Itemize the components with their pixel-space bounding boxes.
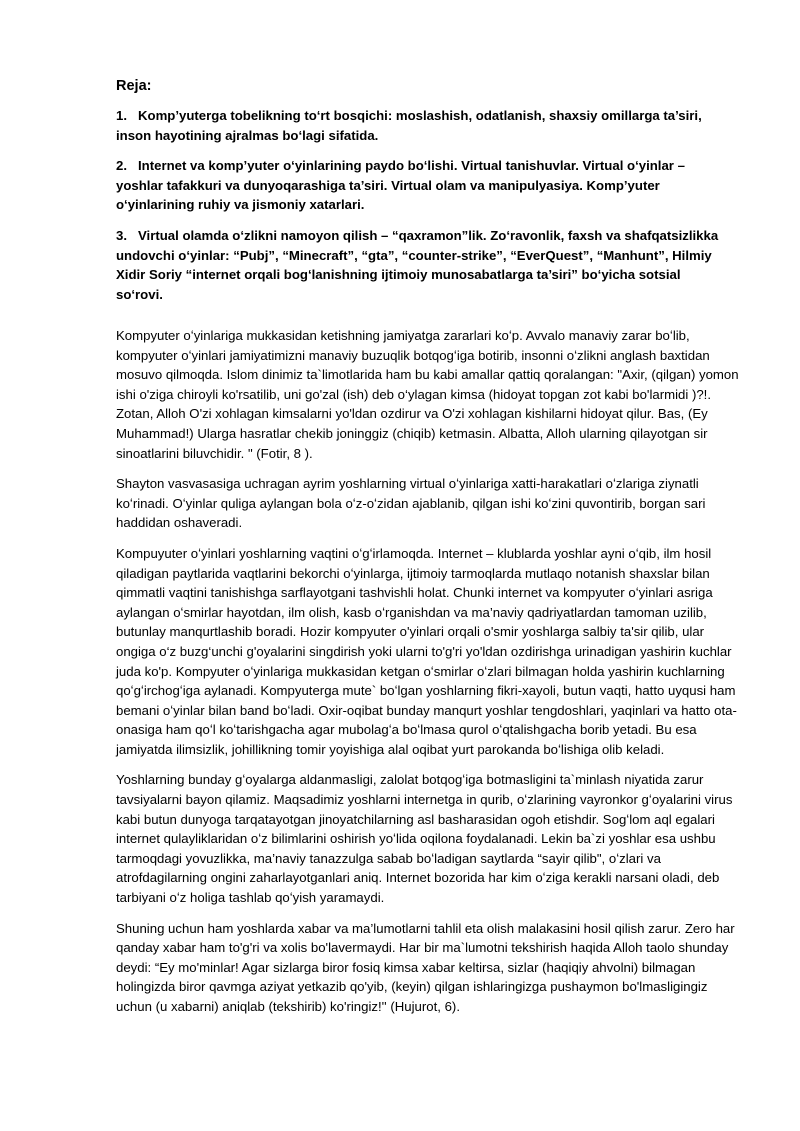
body-paragraph: Yoshlarning bunday gʻoyalarga aldanmasligi, zalolat botqogʻiga botmasligini ta`minlash niyatida zarur tavsiyalarni bayon qilamiz. Maqsadimiz yoshlarni internetga in qurib, oʻzlarining vayronkor gʻoyalarini virus kabi butun dunyoga tarqatayotgan jinoyatchilarning asl basharasidan ogoh etishdir. Sogʻlom aql egalari internet qulayliklaridan oʻz bilimlarini oshirish yoʻlida oqilona foydalanadi. Lekin ba`zi yoshlar esa ushbu tarmoqdagi yovuzlikka, ma’naviy tanazzulga sabab boʻladigan saytlarda “sayir qilib", oʻzlari va atrofdagilarning ongini zaharlayotganlari aniq. Internet bozorida har kim oʻziga kerakli narsani oladi, deb tarbiyani oʻz holiga tashlab qoʻyish yaramaydi. <box>116 772 733 906</box>
plan-item-text: Komp’yuterga tobelikning to‘rt bosqichi: moslashish, odatlanish, shaxsiy omillarga ta’siri, inson hayotining ajralmas bo‘lagi sifatida. <box>116 108 702 143</box>
plan-item-number: 2. <box>116 158 127 174</box>
plan-item <box>116 226 726 304</box>
plan-item-text: Internet va komp’yuter o‘yinlarining paydo bo‘lishi. Virtual tanishuvlar. Virtual o‘yinlar – yoshlar tafakkuri va dunyoqarashiga ta’siri. Virtual olam va manipulyasiya. Komp’yuter o‘yinlarining ruhiy va jismoniy xatarlari. <box>116 158 685 213</box>
plan-item <box>116 156 726 215</box>
body-paragraph: Kompyuter oʻyinlariga mukkasidan ketishning jamiyatga zararlari koʻp. Avvalo manaviy zarar boʻlib, kompyuter oʻyinlari jamiyatimizni manaviy buzuqlik botqogʻiga botirib, insonni oʻzlikni anglash baxtidan mosuvo qilmoqda. Islom dinimiz ta`limotlarida ham bu kabi amallar qattiq qoralangan: "Axir, (qilgan) yomon ishi o'ziga chiroyli ko'rsatilib, uni go'zal (ish) deb o‘ylagan kimsa (hidoyat topgan zot kabi bo'larmidi )?!. Zotan, Alloh O'zi xohlagan kimsalarni yo'ldan ozdirur va O'zi xohlagan kishilarni hidoyat qilur. Bas, (Ey Muhammad!) Ularga hasratlar chekib joninggiz (chiqib) ketmasin. Albatta, Alloh ularning qilayotgan sir sinoatlarini biluvchidir. " (Fotir, 8 ). <box>116 328 739 461</box>
body-paragraph: Kompuyuter oʻyinlari yoshlarning vaqtini oʻgʻirlamoqda. Internet – klublarda yoshlar ayni oʻqib, ilm hosil qiladigan paytlarida vaqtlarini bekorchi oʻyinlarga, ijtimoiy tarmoqlarda mutlaqo notanish shaxslar bilan qimmatli vaqtini tanishishga sarflayotgani tashvishli holat. Chunki internet va kompyuter oʻyinlari asriga aylangan oʻsmirlar hayotdan, ilm olish, kasb oʻrganishdan va ma’naviy qadriyatlardan tamoman uzilib, butunlay manqurtlashib boradi. Hozir kompyuter o'yinlari orqali o'smir yoshlarga salbiy ta'sir qilib, ular ongiga o‘z buzg‘unchi g'oyalarini singdirish yoki ularni to'g'ri yo'ldan ozdirishga urinadigan yashirin kuchlar juda ko'p. Kompyuter oʻyinlariga mukkasidan ketgan oʻsmirlar oʻzlari bilmagan holda yashirin kuchlarning qoʻgʻirchogʻiga aylanadi. Kompyuterga mute` boʻlgan yoshlarning fikri-xayoli, butun vaqti, hatto uyqusi ham bemani oʻyinlar bilan band boʻladi. Oxir-oqibat bunday manqurt yoshlar tengdoshlari, yaqinlari va hatto ota-onasiga ham qoʻl koʻtarishgacha agar mubolagʻa boʻlmasa qurol oʻqtalishgacha borib yetadi. Bu esa jamiyatda ilimsizlik, johillikning tomir yoyishiga alal oqibat yurt parokanda boʻlishiga olib keladi. <box>116 545 737 757</box>
plan-item <box>116 106 726 145</box>
plan-title: Reja: <box>116 78 152 94</box>
plan-item-number: 3. <box>116 227 127 243</box>
plan-item-number: 1. <box>116 108 127 123</box>
body-text <box>116 326 744 1028</box>
plan-item-text: Virtual olamda o‘zlikni namoyon qilish – “qaxramon”lik. Zo‘ravonlik, faxsh va shafqatsizlikka undovchi o‘yinlar: “Pubj”, “Minecraft”, “gta”, “counter-strike”, “EverQuest”, “Manhunt”, Hilmiy Xidir Soriy “internet orqali bog‘lanishning ijtimoiy munosabatlarga ta’siri” bo‘yicha sotsial so‘rovi. <box>116 227 719 302</box>
plan-list <box>116 106 726 315</box>
body-paragraph: Shuning uchun ham yoshlarda xabar va ma’lumotlarni tahlil eta olish malakasini hosil qilish zarur. Zero har qanday xabar ham to'g'ri va xolis bo'lavermaydi. Har bir ma`lumotni tekshirish haqida Alloh taolo shunday deydi: “Ey mo'minlar! Agar sizlarga biror fosiq kimsa xabar keltirsa, sizlar (haqiqiy ahvolni) bilmagan holingizda biror qavmga aziyat yetkazib qo'yib, (keyin) qilgan ishlaringizga pushaymon bo'lmasligingiz uchun (u xabarni) aniqlab (tekshirib) ko'ringiz!'' (Hujurot, 6). <box>116 920 735 1014</box>
body-paragraph: Shayton vasvasasiga uchragan ayrim yoshlarning virtual oʻyinlariga xatti-harakatlari oʻzlariga ziynatli koʻrinadi. Oʻyinlar quliga aylangan bola oʻz-oʻzidan ajablanib, qilgan ishi koʻzini quvontirib, borgan sari haddidan oshaveradi. <box>116 476 706 531</box>
